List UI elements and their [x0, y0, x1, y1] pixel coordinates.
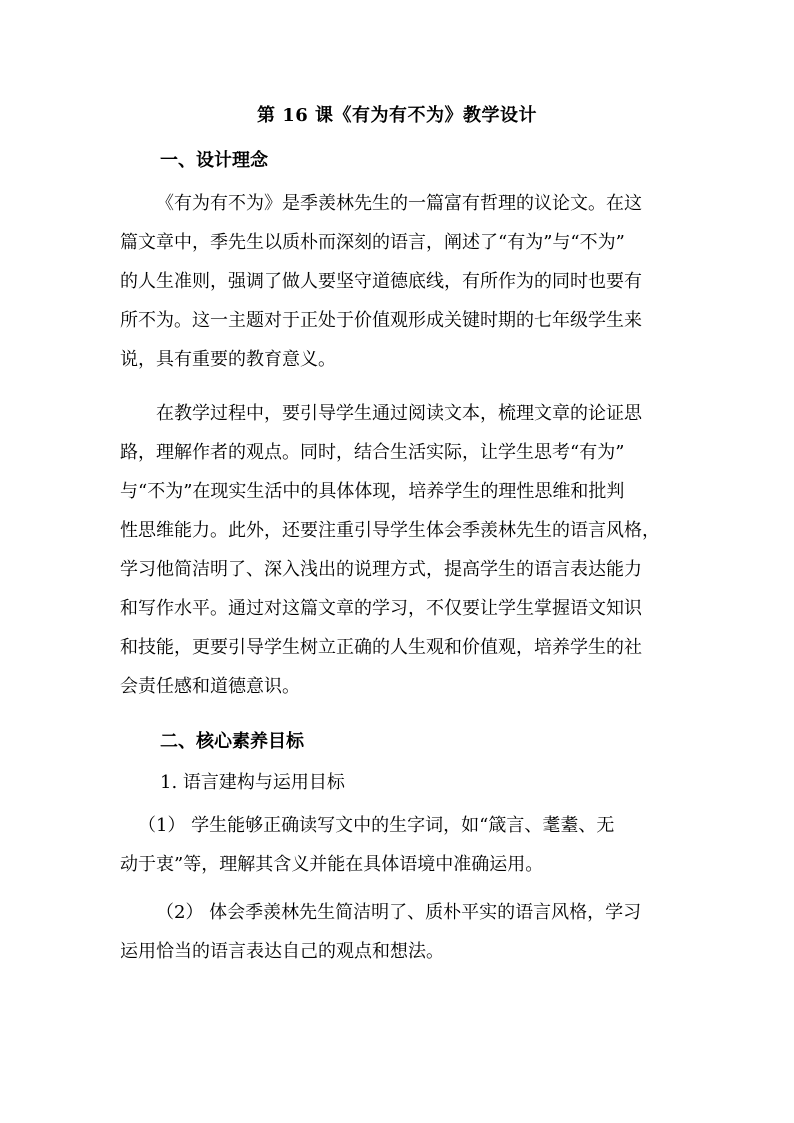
goal-item-2: [120, 893, 680, 971]
paragraph-design-concept-2: [120, 394, 680, 706]
text-line: 的人生准则，强调了做人要坚守道德底线，有所作为的同时也要有: [120, 271, 642, 292]
text-line: 和写作水平。通过对这篇文章的学习，不仅要让学生掌握语文知识: [120, 598, 642, 619]
goal-item-1: [120, 806, 680, 884]
text-line: 路，理解作者的观点。同时，结合生活实际，让学生思考“有为”: [120, 442, 625, 463]
text-line: 说，具有重要的教育意义。: [120, 349, 336, 370]
text-line: 和技能，更要引导学生树立正确的人生观和价值观，培养学生的社: [120, 637, 642, 658]
document-title: 第 16 课《有为有不为》教学设计: [256, 105, 538, 126]
section-heading-design-concept: 一、设计理念: [160, 150, 268, 171]
text-line: 《有为有不为》是季羡林先生的一篇富有哲理的议论文。在这: [156, 193, 642, 214]
section-heading-core-goals: 二、核心素养目标: [160, 731, 304, 752]
text-line: 所不为。这一主题对于正处于价值观形成关键时期的七年级学生来: [120, 310, 642, 331]
text-line: 动于衷”等，理解其含义并能在具体语境中准确运用。: [120, 854, 544, 875]
text-line: 性思维能力。此外，还要注重引导学生体会季羡林先生的语言风格，: [120, 520, 660, 541]
text-line: 篇文章中，季先生以质朴而深刻的语言，阐述了“有为”与“不为”: [120, 232, 625, 253]
text-line: （2） 体会季羡林先生简洁明了、质朴平实的语言风格，学习: [156, 902, 642, 923]
text-line: 会责任感和道德意识。: [120, 676, 300, 697]
text-line: 运用恰当的语言表达自己的观点和想法。: [120, 941, 444, 962]
text-line: 学习他简洁明了、深入浅出的说理方式，提高学生的语言表达能力: [120, 559, 642, 580]
text-line: （1） 学生能够正确读写文中的生字词，如“箴言、耄耋、无: [138, 815, 615, 836]
paragraph-design-concept-1: [120, 184, 680, 379]
subheading-language-goal: 1. 语言建构与运用目标: [160, 772, 345, 793]
text-line: 在教学过程中，要引导学生通过阅读文本，梳理文章的论证思: [156, 403, 642, 424]
text-line: 与“不为”在现实生活中的具体体现，培养学生的理性思维和批判: [120, 481, 625, 502]
